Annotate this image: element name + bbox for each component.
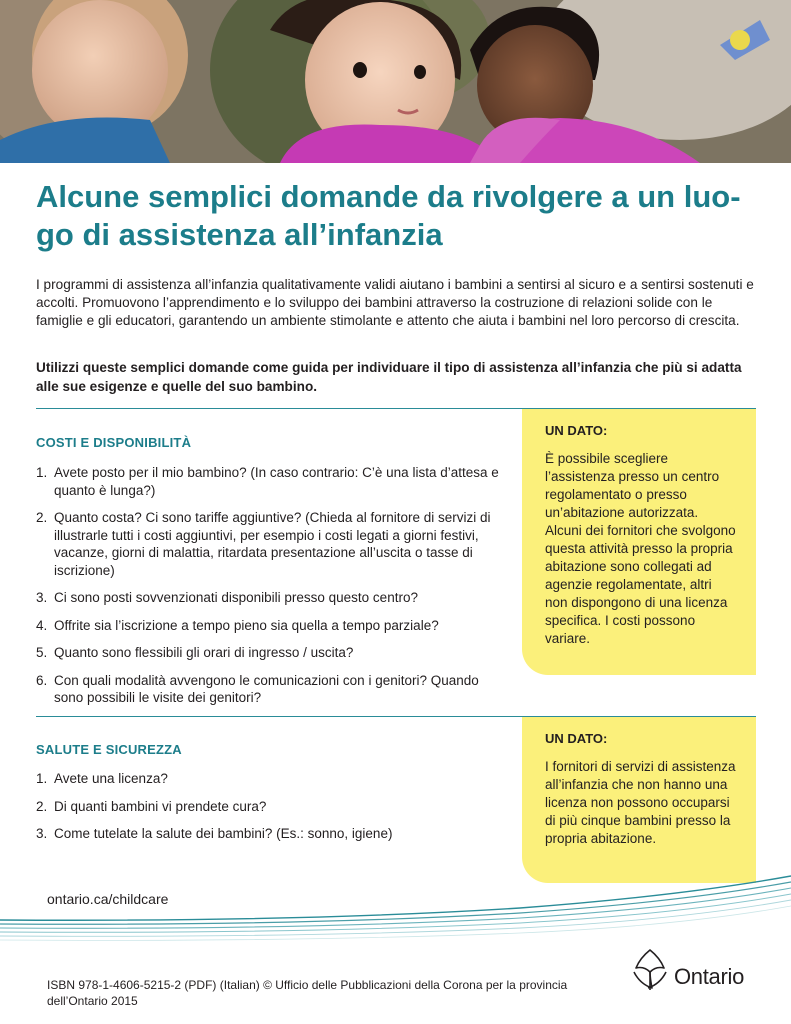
fact-box-text: I fornitori di servizi di assistenza all’infanzia che non hanno una licenza non possono occuparsi di più cinque bambini presso la propria abitazione. — [545, 759, 736, 846]
section-heading-costs: COSTI E DISPONIBILITÀ — [36, 435, 192, 450]
guide-paragraph: Utilizzi queste semplici domande come guida per individuare il tipo di assistenza all’infanzia che più si adatta alle sue esigenze e quelle del suo bambino. — [36, 360, 742, 394]
list-item: 1. Avete posto per il mio bambino? (In caso contrario: C’è una lista d’attesa e quanto è lunga?) — [36, 465, 499, 498]
fact-box-costs — [522, 409, 756, 675]
list-item: 5. Quanto sono flessibili gli orari di ingresso / uscita? — [36, 645, 354, 660]
question-list-costs — [36, 464, 511, 717]
children-photo-illustration — [0, 0, 791, 163]
page-title-line-2: go di assistenza all’infanzia — [36, 217, 443, 252]
intro-paragraph: I programmi di assistenza all’infanzia qualitativamente validi aiutano i bambini a sentirsi al sicuro e a sentirsi sostenuti e accolti. Promuovono l’apprendimento e lo sviluppo dei bambini attraverso la costruzione di relazioni solide con le famiglie e gli educatori, garantendo un ambiente stimolante e attento che aiuta i bambini nel loro percorso di crescita. — [36, 277, 754, 328]
list-item: 3. Come tutelate la salute dei bambini? (Es.: sonno, igiene) — [36, 826, 393, 841]
hero-photo — [0, 0, 791, 163]
website-link[interactable]: ontario.ca/childcare — [47, 891, 169, 907]
section-heading-health: SALUTE E SICUREZZA — [36, 742, 182, 757]
fact-box-text: È possibile scegliere l’assistenza presso un centro regolamentato o presso un’abitazione autorizzata. Alcuni dei fornitori che svolgono questa attività presso la propria abitazione sono collegati ad agenzie regolamentate, altri non dispongono di una licenza specifica. I costi possono variare. — [545, 451, 736, 646]
list-item: 2. Di quanti bambini vi prendete cura? — [36, 798, 267, 814]
question-list-health — [36, 770, 511, 853]
ontario-logo-text: Ontario — [674, 964, 745, 989]
list-item: 4. Offrite sia l’iscrizione a tempo pieno sia quella a tempo parziale? — [36, 617, 439, 633]
list-item: 6. Con quali modalità avvengono le comunicazioni con i genitori? Quando sono possibili le visite dei genitori? — [36, 672, 479, 705]
page-title — [36, 178, 756, 254]
page-title-line-1: Alcune semplici domande da rivolgere a un luo- — [36, 179, 741, 214]
decorative-waves — [0, 872, 791, 942]
fact-box-heading: UN DATO: — [545, 731, 608, 746]
list-item: 2. Quanto costa? Ci sono tariffe aggiuntive? (Chieda al fornitore di servizi di illustrarle tutti i costi aggiuntivi, per esempio i costi legati a giorni festivi, vacanze, giorni di malattia, ritardata presentazione all’uscita o tasse di iscrizione) — [36, 510, 491, 578]
list-item: 1. Avete una licenza? — [36, 771, 168, 786]
fact-box-health — [522, 717, 756, 883]
isbn-copyright: ISBN 978-1-4606-5215-2 (PDF) (Italian) © Ufficio delle Pubblicazioni della Corona per la provincia dell’Ontario 2015 — [47, 978, 568, 1008]
fact-box-heading: UN DATO: — [545, 423, 608, 438]
list-item: 3. Ci sono posti sovvenzionati disponibili presso questo centro? — [36, 590, 418, 605]
